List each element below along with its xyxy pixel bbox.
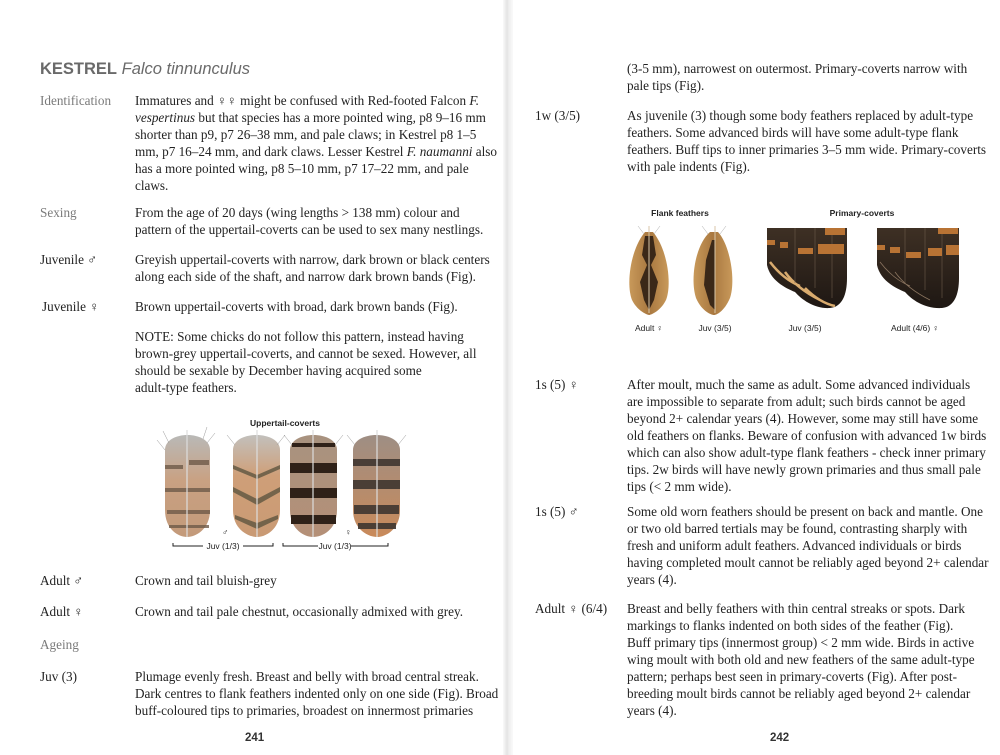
- text-line: Crown and tail bluish-grey: [135, 573, 277, 588]
- group-label: Juv (1/3): [206, 541, 240, 551]
- caption-adult-female-flank: Adult ♀: [634, 323, 664, 333]
- text-line: Greyish uppertail-coverts with narrow, dark brown or black centers: [135, 252, 490, 267]
- text-line: breeding moult birds cannot be reliably aged beyond 2+ calendar: [627, 686, 971, 701]
- entry-text: [627, 376, 997, 495]
- text-line: tips (< 2 mm wide).: [627, 479, 732, 494]
- entry-text: [135, 298, 515, 315]
- text-line: with pale indents (Fig).: [627, 159, 751, 174]
- feather-juv-male-1: [157, 427, 215, 537]
- text-line: or two old barred tertials may be found, contrasting sharply with: [627, 521, 968, 536]
- common-name: KESTREL: [40, 60, 118, 78]
- feather-juv-male-2: [227, 430, 285, 537]
- flank-feathers-title: Flank feathers: [651, 208, 709, 218]
- entry-text: [135, 603, 515, 620]
- text-line: pattern of the uppertail-coverts can be used to sex many nestlings.: [135, 222, 484, 237]
- text-line: along each side of the shaft, and narrow dark brown bands (Fig).: [135, 269, 476, 284]
- entry-label: 1w (3/5): [535, 108, 581, 123]
- entry-text: [135, 92, 505, 194]
- entry-text: [627, 107, 997, 175]
- text-line: As juvenile (3) though some body feathers replaced by adult-type: [627, 108, 974, 123]
- text-line: should be sexable by December having acquired some: [135, 363, 422, 378]
- text-line: Buff primary tips (innermost group) < 2 mm wide. Birds in active: [627, 635, 975, 650]
- entry-label: Adult ♂: [40, 573, 84, 588]
- text-line: Breast and belly feathers with thin central streaks or spots. Dark: [627, 601, 966, 616]
- text-line: fresh and uniform adult feathers. Advanced individuals or birds: [627, 538, 962, 553]
- text-line: years (4).: [627, 572, 677, 587]
- text-line: pale tips (Fig).: [627, 78, 705, 93]
- primary-coverts-juv: [767, 228, 847, 308]
- page-number-right: 242: [770, 732, 790, 744]
- section-heading-ageing: Ageing: [40, 637, 79, 652]
- entry-label: 1s (5) ♂: [535, 504, 579, 519]
- text-line: beyond 2+ calendar years (4). However, some may still have some: [627, 411, 979, 426]
- text-line: claws.: [135, 178, 169, 193]
- text-line: pattern; perhaps best seen in primary-coverts (Fig). After post-: [627, 669, 957, 684]
- entry-label: Juv (3): [40, 669, 77, 684]
- species-title: [40, 60, 250, 79]
- male-symbol: ♂: [222, 527, 229, 537]
- text-line: years (4).: [627, 703, 677, 718]
- entry-label: Juvenile ♀: [42, 299, 100, 314]
- text-line: (3-5 mm), narrowest on outermost. Primary-coverts narrow with: [627, 61, 968, 76]
- text-line: After moult, much the same as adult. Some advanced individuals: [627, 377, 971, 392]
- text-line: Brown uppertail-coverts with broad, dark brown bands (Fig).: [135, 299, 458, 314]
- text-line: shorter than p9, p7 26–38 mm, and pale claws; in Kestrel p8 1–5: [135, 127, 477, 142]
- text-line: wing moult with both old and new feathers of the same adult-type: [627, 652, 975, 667]
- text-line: are impossible to separate from adult; such birds cannot be aged: [627, 394, 966, 409]
- entry-text: [627, 503, 997, 588]
- flank-feather-adult-female: [629, 226, 668, 315]
- caption-juv-flank: Juv (3/5): [698, 323, 732, 333]
- group-bracket-female: [283, 541, 388, 551]
- entry-text: [627, 60, 997, 94]
- entry-text: [135, 668, 515, 719]
- text-line: mm, p7 16–24 mm, and dark claws. Lesser Kestrel F. naumanni also: [135, 144, 497, 159]
- text-line: which can also show adult-type flank feathers - check inner primary: [627, 445, 986, 460]
- caption-adult-coverts: Adult (4/6) ♀: [891, 323, 939, 333]
- text-line: From the age of 20 days (wing lengths > 138 mm) colour and: [135, 205, 460, 220]
- flank-and-primary-coverts-figure: [620, 200, 970, 340]
- flank-feather-juv: [694, 226, 733, 315]
- text-line: Dark centres to flank feathers indented only on one side (Fig). Broad: [135, 686, 499, 701]
- text-line: has a more pointed wing, p8 5–10 mm, p7 17–22 mm, and pale: [135, 161, 469, 176]
- entry-label: Adult ♀ (6/4): [535, 601, 608, 616]
- text-line: feathers. Buff tips to inner primaries 3–5 mm wide. Primary-coverts: [627, 142, 987, 157]
- text-line: vespertinus but that species has a more pointed wing, p8 9–16 mm: [135, 110, 486, 125]
- group-bracket-male: [173, 541, 273, 551]
- primary-coverts-adult-female: [877, 228, 959, 308]
- text-line: feathers. Some advanced birds will have some adult-type flank: [627, 125, 959, 140]
- entry-text: [135, 204, 505, 238]
- uppertail-coverts-figure: [155, 415, 425, 555]
- entry-text: [627, 600, 997, 719]
- text-line: adult-type feathers.: [135, 380, 237, 395]
- text-line: tips. 2w birds will have newly grown primaries and thus small pale: [627, 462, 981, 477]
- entry-text: [135, 251, 515, 285]
- entry-label: Identification: [40, 93, 112, 108]
- text-line: buff-coloured tips to primaries, broadest on innermost primaries: [135, 703, 474, 718]
- text-line: old feathers on flanks. Beware of confusion with advanced 1w birds: [627, 428, 987, 443]
- entry-label: 1s (5) ♀: [535, 377, 579, 392]
- text-line: Immatures and ♀♀ might be confused with Red-footed Falcon F.: [135, 93, 480, 108]
- primary-coverts-title: Primary-coverts: [829, 208, 895, 218]
- group-label: Juv (1/3): [318, 541, 352, 551]
- entry-text: [135, 572, 515, 589]
- note-text: [135, 328, 515, 396]
- text-line: Crown and tail pale chestnut, occasionally admixed with grey.: [135, 604, 464, 619]
- female-symbol: ♀: [345, 527, 352, 537]
- text-line: Some old worn feathers should be present on back and mantle. One: [627, 504, 983, 519]
- page-number-left: 241: [245, 732, 265, 744]
- text-line: markings to flanks indented on both sides of the feather (Fig).: [627, 618, 954, 633]
- feather-juv-female-1: [284, 430, 343, 537]
- scientific-name: Falco tinnunculus: [121, 60, 251, 78]
- text-line: having completed moult cannot be reliably aged beyond 2+ calendar: [627, 555, 989, 570]
- text-line: Plumage evenly fresh. Breast and belly with broad central streak.: [135, 669, 479, 684]
- entry-label: Juvenile ♂: [40, 252, 98, 267]
- caption-juv-coverts: Juv (3/5): [788, 323, 822, 333]
- entry-label: Sexing: [40, 205, 77, 220]
- feather-juv-female-2: [347, 430, 406, 537]
- figure-title: Uppertail-coverts: [250, 418, 320, 428]
- text-line: NOTE: Some chicks do not follow this pattern, instead having: [135, 329, 464, 344]
- entry-label: Adult ♀: [40, 604, 84, 619]
- text-line: brown-grey uppertail-coverts, and cannot be sexed. However, all: [135, 346, 477, 361]
